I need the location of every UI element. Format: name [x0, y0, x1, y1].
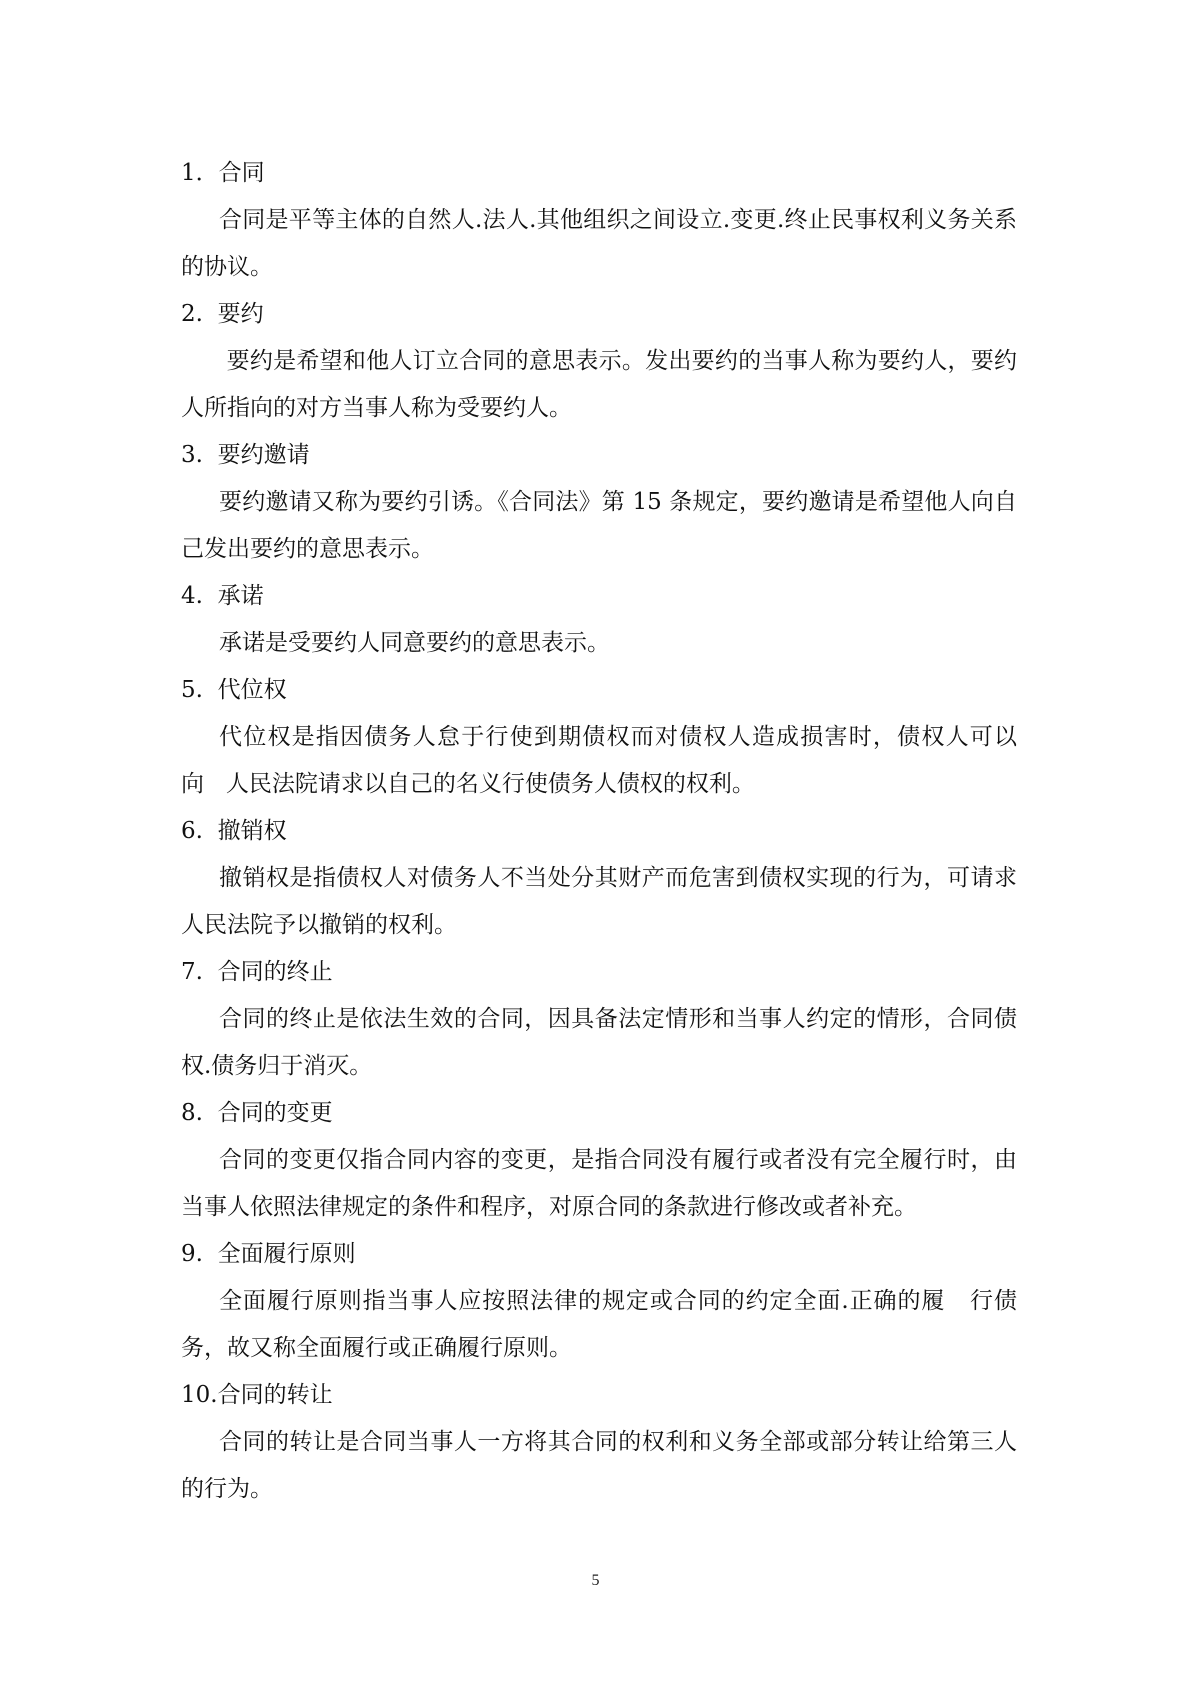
term-definition: 要约邀请又称为要约引诱。《合同法》第 15 条规定，要约邀请是希望他人向自己发出要约的意思表示。 — [181, 489, 1017, 562]
term-heading: 3. 要约邀请 — [181, 442, 310, 468]
document-body — [181, 150, 1017, 1513]
term-heading: 5. 代位权 — [181, 677, 287, 703]
term-heading: 6. 撤销权 — [181, 818, 287, 844]
term-definition: 全面履行原则指当事人应按照法律的规定或合同的约定全面.正确的履 行债务，故又称全面履行或正确履行原则。 — [181, 1288, 1017, 1361]
term-heading: 2. 要约 — [181, 301, 264, 327]
term-heading: 1．合同 — [181, 160, 265, 186]
term-definition: 合同的变更仅指合同内容的变更，是指合同没有履行或者没有完全履行时，由当事人依照法律规定的条件和程序，对原合同的条款进行修改或者补充。 — [181, 1147, 1017, 1220]
term-heading: 10.合同的转让 — [181, 1382, 333, 1408]
term-heading: 4. 承诺 — [181, 583, 264, 609]
term-definition: 代位权是指因债务人怠于行使到期债权而对债权人造成损害时，债权人可以向 人民法院请求以自己的名义行使债务人债权的权利。 — [181, 724, 1017, 797]
term-definition: 要约是希望和他人订立合同的意思表示。发出要约的当事人称为要约人，要约人所指向的对方当事人称为受要约人。 — [181, 348, 1017, 421]
term-definition: 承诺是受要约人同意要约的意思表示。 — [219, 630, 610, 656]
term-definition: 合同的终止是依法生效的合同，因具备法定情形和当事人约定的情形，合同债权.债务归于消灭。 — [181, 1006, 1017, 1079]
term-definition: 撤销权是指债权人对债务人不当处分其财产而危害到债权实现的行为，可请求人民法院予以撤销的权利。 — [181, 865, 1017, 938]
page-number: 5 — [591, 1572, 600, 1589]
term-definition: 合同的转让是合同当事人一方将其合同的权利和义务全部或部分转让给第三人的行为。 — [181, 1429, 1017, 1502]
term-heading: 9. 全面履行原则 — [181, 1241, 356, 1267]
term-heading: 8. 合同的变更 — [181, 1100, 333, 1126]
term-heading: 7. 合同的终止 — [181, 959, 333, 985]
term-definition: 合同是平等主体的自然人.法人.其他组织之间设立.变更.终止民事权利义务关系的协议。 — [181, 207, 1017, 280]
